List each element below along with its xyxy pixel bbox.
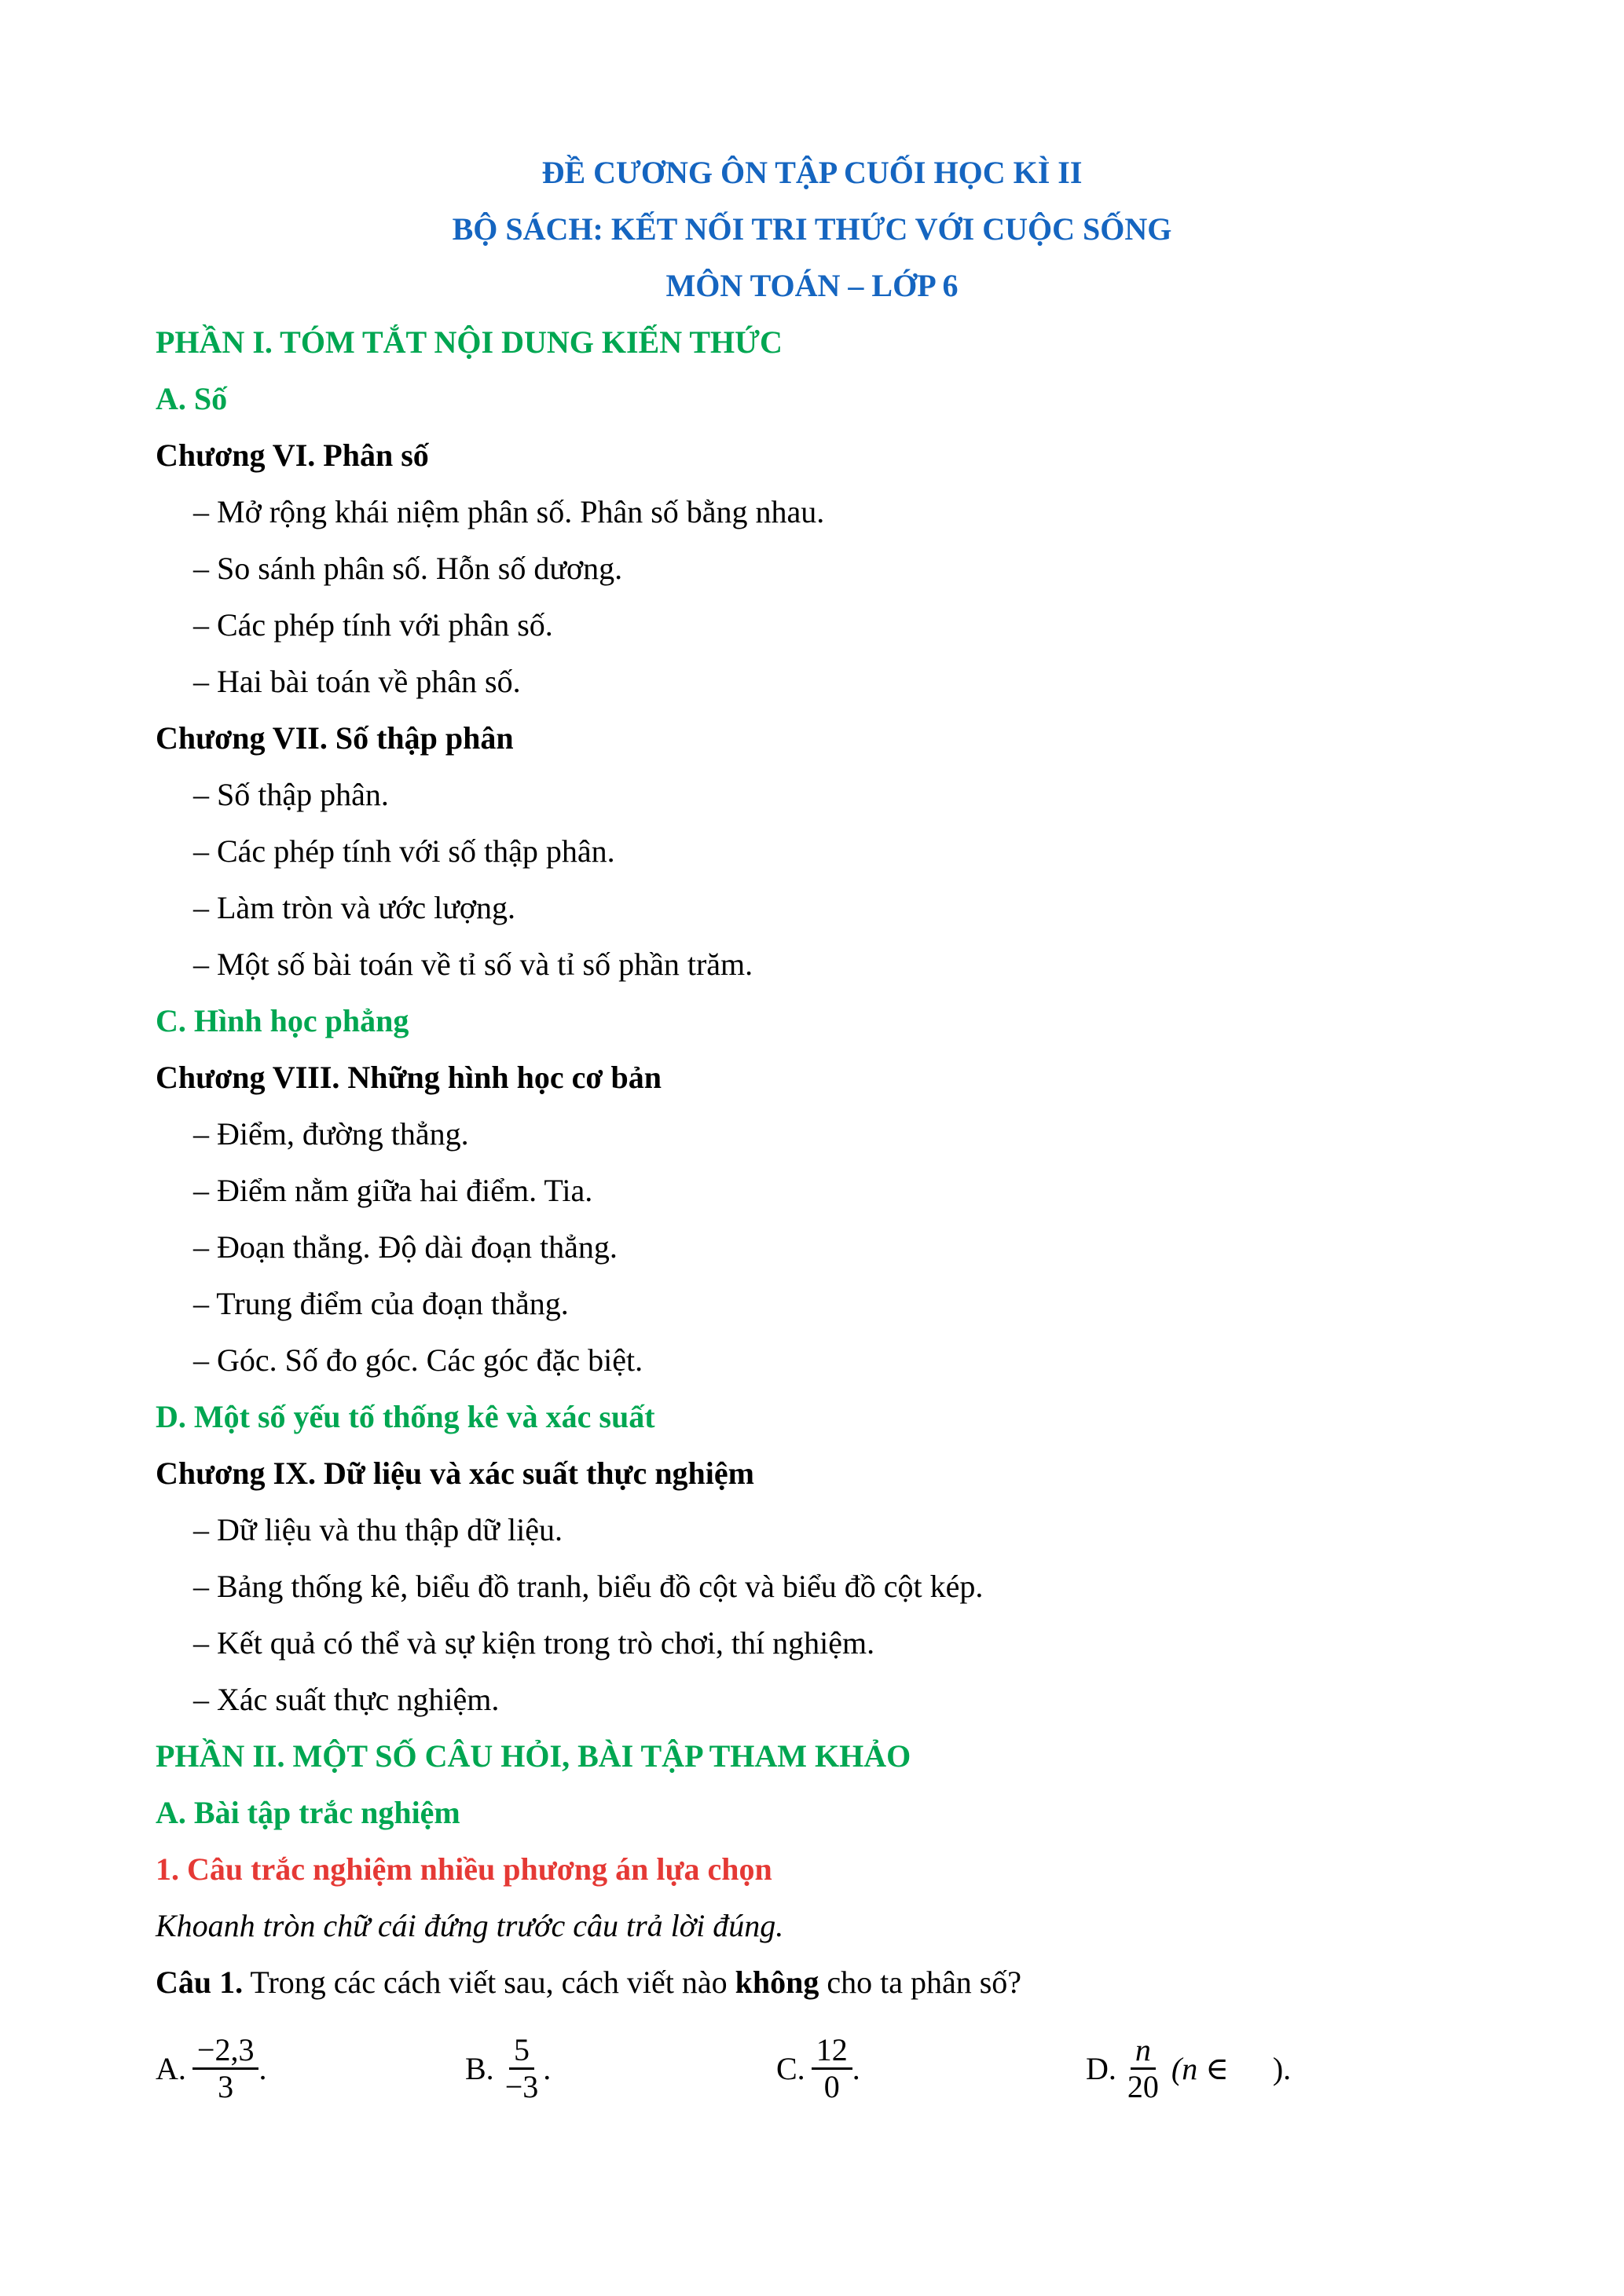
chapter6-title: Chương VI. Phân số — [156, 438, 429, 473]
chapter9-title: Chương IX. Dữ liệu và xác suất thực nghiệm — [156, 1456, 754, 1491]
option-b-fraction — [500, 2033, 544, 2104]
option-c-letter: C. — [776, 2050, 805, 2086]
option-d-close-paren: ) — [1272, 2050, 1284, 2086]
part2-section-a-heading: A. Bài tập trắc nghiệm — [156, 1795, 460, 1830]
fraction-denominator: 3 — [218, 2068, 234, 2104]
chapter9-item: – Dữ liệu và thu thập dữ liệu. — [193, 1512, 563, 1547]
chapter8-item: – Góc. Số đo góc. Các góc đặc biệt. — [193, 1342, 643, 1378]
option-d-period: . — [1283, 2050, 1292, 2086]
question-1-text: Trong các cách viết sau, cách viết nào — [243, 1965, 735, 2000]
option-a[interactable] — [156, 2025, 266, 2111]
doc-title-line-2: BỘ SÁCH: KẾT NỐI TRI THỨC VỚI CUỘC SỐNG — [452, 211, 1172, 247]
fraction-denominator: −3 — [504, 2068, 539, 2104]
option-a-letter: A. — [156, 2050, 186, 2086]
chapter8-item: – Điểm, đường thẳng. — [193, 1116, 469, 1152]
fraction-numerator: n — [1131, 2033, 1156, 2070]
chapter7-item: – Một số bài toán về tỉ số và tỉ số phần trăm. — [193, 947, 753, 982]
section-d-heading: D. Một số yếu tố thống kê và xác suất — [156, 1399, 655, 1434]
fraction-numerator: −2,3 — [192, 2033, 259, 2070]
fraction-denominator: 0 — [823, 2068, 840, 2104]
option-c-fraction — [812, 2033, 852, 2104]
question-1-emphasis: không — [735, 1965, 819, 2000]
section-a-heading: A. Số — [156, 381, 228, 416]
option-c[interactable] — [776, 2025, 860, 2111]
part2-heading: PHẦN II. MỘT SỐ CÂU HỎI, BÀI TẬP THAM KHẢO — [156, 1738, 911, 1774]
doc-title-line-1: ĐỀ CƯƠNG ÔN TẬP CUỐI HỌC KÌ II — [541, 155, 1083, 190]
part1-heading: PHẦN I. TÓM TẮT NỘI DUNG KIẾN THỨC — [156, 324, 783, 360]
chapter7-item: – Số thập phân. — [193, 777, 389, 812]
option-d[interactable] — [1086, 2025, 1291, 2111]
chapter9-item: – Xác suất thực nghiệm. — [193, 1682, 500, 1717]
chapter8-title: Chương VIII. Những hình học cơ bản — [156, 1060, 662, 1095]
instruction-text: Khoanh tròn chữ cái đứng trước câu trả lời đúng. — [156, 1908, 784, 1943]
section-c-heading: C. Hình học phẳng — [156, 1003, 409, 1038]
question-1-label: Câu 1. — [156, 1965, 244, 2000]
option-d-letter: D. — [1086, 2050, 1116, 2086]
fraction-numerator: 12 — [812, 2033, 852, 2070]
option-b-letter: B. — [465, 2050, 494, 2086]
chapter9-item: – Kết quả có thể và sự kiện trong trò chơi, thí nghiệm. — [193, 1625, 875, 1661]
option-d-fraction — [1123, 2033, 1164, 2104]
chapter8-item: – Trung điểm của đoạn thẳng. — [193, 1286, 569, 1321]
fraction-numerator: 5 — [509, 2033, 534, 2070]
fraction-denominator: 20 — [1127, 2068, 1159, 2104]
chapter7-title: Chương VII. Số thập phân — [156, 720, 514, 756]
chapter7-item: – Các phép tính với số thập phân. — [193, 833, 615, 869]
chapter6-item: – Hai bài toán về phân số. — [193, 664, 521, 699]
chapter6-item: – Các phép tính với phân số. — [193, 607, 553, 643]
chapter8-item: – Điểm nằm giữa hai điểm. Tia. — [193, 1173, 593, 1208]
chapter6-item: – Mở rộng khái niệm phân số. Phân số bằng nhau. — [193, 494, 825, 529]
question-1-text-end: cho ta phân số? — [819, 1965, 1022, 2000]
chapter6-item: – So sánh phân số. Hỗn số dương. — [193, 551, 623, 586]
doc-title-line-3: MÔN TOÁN – LỚP 6 — [665, 268, 959, 303]
option-d-condition: (n ∈ — [1171, 2050, 1237, 2086]
chapter8-item: – Đoạn thẳng. Độ dài đoạn thẳng. — [193, 1229, 618, 1265]
option-c-period: . — [852, 2050, 860, 2086]
option-a-fraction — [192, 2033, 259, 2104]
multiple-choice-heading: 1. Câu trắc nghiệm nhiều phương án lựa chọn — [156, 1851, 772, 1887]
question-1 — [156, 1964, 1021, 2001]
option-a-period: . — [258, 2050, 267, 2086]
chapter7-item: – Làm tròn và ước lượng. — [193, 890, 516, 925]
chapter9-item: – Bảng thống kê, biểu đồ tranh, biểu đồ cột và biểu đồ cột kép. — [193, 1569, 984, 1604]
option-b-period: . — [543, 2050, 552, 2086]
option-b[interactable] — [465, 2025, 551, 2111]
